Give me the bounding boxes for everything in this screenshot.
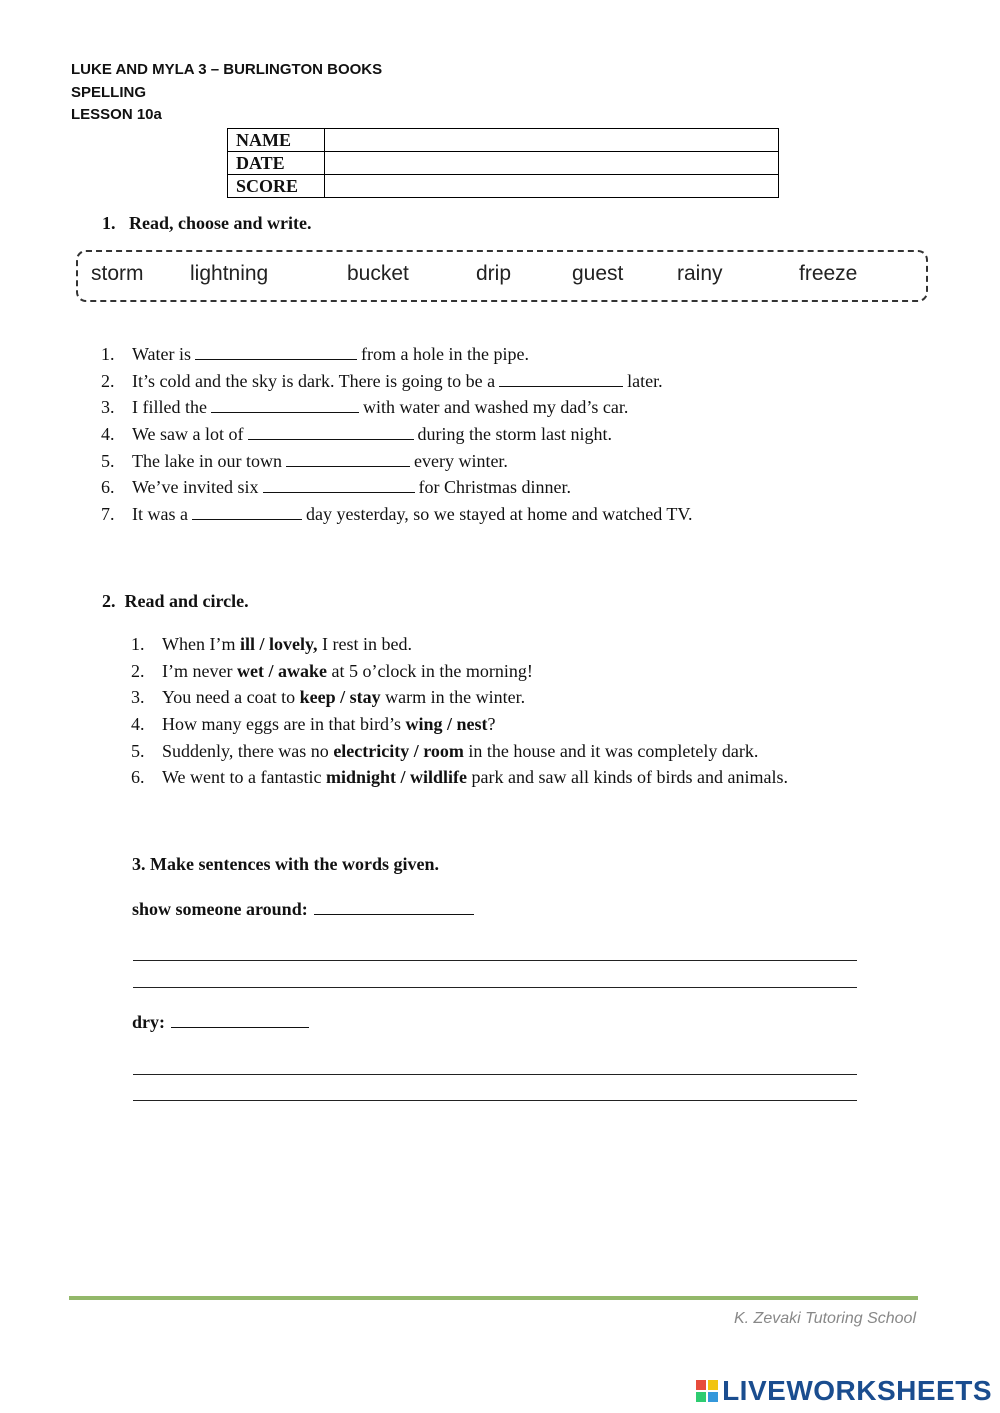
- date-label: DATE: [228, 152, 325, 175]
- answer-blank[interactable]: [248, 423, 414, 440]
- item-text: at 5 o’clock in the morning!: [331, 660, 533, 681]
- list-item: [101, 394, 821, 421]
- prompt-label: dry:: [132, 1012, 165, 1032]
- item-text: for Christmas dinner.: [418, 477, 572, 498]
- choice-options[interactable]: wet / awake: [236, 660, 327, 681]
- item-text: We went to a fantastic: [162, 767, 322, 788]
- item-number: 4.: [131, 714, 145, 735]
- list-item: [131, 738, 891, 765]
- item-text: with water and washed my dad’s car.: [362, 397, 629, 418]
- item-number: 2.: [101, 370, 115, 391]
- choice-options[interactable]: midnight / wildlife: [326, 767, 468, 788]
- item-text: We’ve invited six: [132, 477, 259, 498]
- score-label: SCORE: [228, 175, 325, 198]
- answer-blank[interactable]: [314, 898, 474, 915]
- item-number: 1.: [131, 634, 145, 654]
- section2-heading: 2. Read and circle.: [102, 591, 249, 611]
- prompt-row: [132, 898, 478, 920]
- item-text: every winter.: [413, 450, 508, 471]
- word-bank-item: bucket: [347, 262, 409, 285]
- word-bank-item: drip: [476, 262, 512, 285]
- answer-blank[interactable]: [171, 1011, 309, 1028]
- choice-options[interactable]: keep / stay: [299, 687, 381, 708]
- word-bank-item: rainy: [677, 262, 723, 285]
- item-number: 3.: [101, 397, 115, 418]
- answer-blank[interactable]: [192, 503, 302, 520]
- section1-heading: 1. Read, choose and write.: [102, 213, 312, 233]
- section1-list: [101, 341, 821, 528]
- item-text: I’m never: [162, 660, 233, 681]
- item-number: 6.: [101, 477, 115, 498]
- item-number: 1.: [101, 344, 115, 364]
- header-title: LUKE AND MYLA 3 – BURLINGTON BOOKS: [71, 61, 383, 78]
- footer-divider: [69, 1296, 918, 1300]
- word-bank-item: freeze: [799, 262, 858, 285]
- item-text: during the storm last night.: [417, 424, 612, 445]
- item-text: day yesterday, so we stayed at home and watched TV.: [305, 504, 693, 525]
- list-item: [131, 658, 891, 685]
- liveworksheets-logo: [696, 1375, 992, 1407]
- item-text: How many eggs are in that bird’s: [162, 714, 401, 735]
- logo-text: LIVEWORKSHEETS: [722, 1375, 992, 1406]
- writing-line[interactable]: [133, 1074, 857, 1075]
- word-bank-item: lightning: [190, 262, 269, 285]
- item-text: from a hole in the pipe.: [361, 344, 529, 364]
- item-text: park and saw all kinds of birds and animals.: [471, 767, 788, 788]
- item-text: warm in the winter.: [385, 687, 526, 708]
- item-text: It was a: [132, 504, 188, 525]
- item-text: later.: [627, 370, 663, 391]
- item-text: ?: [487, 714, 496, 735]
- item-number: 3.: [131, 687, 145, 708]
- choice-options[interactable]: wing / nest: [405, 714, 488, 735]
- date-field[interactable]: [325, 152, 779, 175]
- name-label: NAME: [228, 129, 325, 152]
- writing-line[interactable]: [133, 960, 857, 961]
- item-text: Water is: [132, 344, 192, 364]
- list-item: [101, 501, 821, 528]
- item-number: 2.: [131, 660, 145, 681]
- item-text: in the house and it was completely dark.: [468, 740, 759, 761]
- score-field[interactable]: [325, 175, 779, 198]
- answer-blank[interactable]: [211, 396, 359, 413]
- item-number: 4.: [101, 424, 115, 445]
- item-text: Suddenly, there was no: [162, 740, 329, 761]
- answer-blank[interactable]: [499, 370, 623, 387]
- header-lesson: LESSON 10a: [71, 106, 162, 123]
- prompt-row: [132, 1011, 313, 1033]
- item-number: 7.: [101, 504, 115, 525]
- student-info-table: [227, 128, 779, 198]
- section3-heading: 3. Make sentences with the words given.: [132, 854, 439, 874]
- word-bank-item: guest: [572, 262, 624, 285]
- name-field[interactable]: [325, 129, 779, 152]
- list-item: [101, 368, 821, 395]
- list-item: [131, 764, 891, 791]
- logo-mark-icon: [696, 1380, 718, 1402]
- list-item: [101, 341, 821, 368]
- answer-blank[interactable]: [263, 476, 415, 493]
- list-item: [131, 684, 891, 711]
- answer-blank[interactable]: [195, 343, 357, 360]
- list-item: [131, 711, 891, 738]
- item-number: 6.: [131, 767, 145, 788]
- prompt-label: show someone around:: [132, 899, 308, 919]
- writing-line[interactable]: [133, 1100, 857, 1101]
- list-item: [101, 421, 821, 448]
- item-text: I filled the: [132, 397, 207, 418]
- item-text: The lake in our town: [132, 450, 282, 471]
- word-bank-item: storm: [91, 262, 144, 285]
- header-subject: SPELLING: [71, 84, 147, 101]
- item-text: It’s cold and the sky is dark. There is going to be a: [132, 370, 496, 391]
- item-number: 5.: [131, 740, 145, 761]
- item-text: When I’m: [162, 634, 236, 654]
- item-text: We saw a lot of: [132, 424, 244, 445]
- item-number: 5.: [101, 450, 115, 471]
- section2-list: [131, 631, 891, 791]
- list-item: [131, 631, 891, 658]
- list-item: [101, 448, 821, 475]
- footer-school: K. Zevaki Tutoring School: [733, 1310, 916, 1327]
- answer-blank[interactable]: [286, 450, 410, 467]
- list-item: [101, 474, 821, 501]
- item-text: I rest in bed.: [321, 634, 412, 654]
- choice-options[interactable]: ill / lovely,: [239, 634, 318, 654]
- item-text: You need a coat to: [162, 687, 296, 708]
- writing-line[interactable]: [133, 987, 857, 988]
- choice-options[interactable]: electricity / room: [333, 740, 464, 761]
